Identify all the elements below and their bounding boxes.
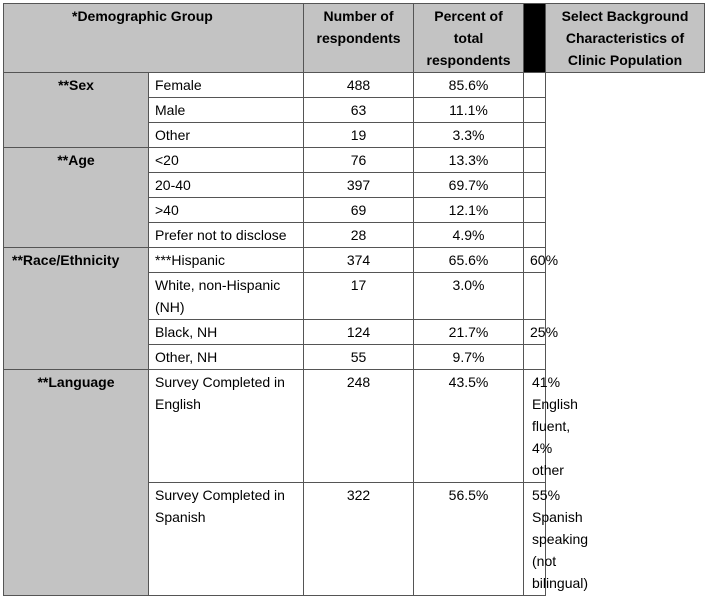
- row-background: [524, 345, 546, 370]
- row-background: 25%: [524, 320, 546, 345]
- group-label-age: **Age: [4, 148, 149, 248]
- header-number-of-respondents: Number of respondents: [304, 4, 414, 73]
- row-background: [524, 273, 546, 320]
- row-label: <20: [149, 148, 304, 173]
- row-percent: 43.5%: [414, 370, 524, 483]
- table-row: [4, 148, 705, 173]
- row-percent: 13.3%: [414, 148, 524, 173]
- table-row: [4, 248, 705, 273]
- table-row: [4, 370, 705, 483]
- row-label: White, non-Hispanic (NH): [149, 273, 304, 320]
- row-label: ***Hispanic: [149, 248, 304, 273]
- row-label: 20-40: [149, 173, 304, 198]
- header-row: [4, 4, 705, 73]
- row-percent: 9.7%: [414, 345, 524, 370]
- row-percent: 4.9%: [414, 223, 524, 248]
- row-number: 63: [304, 98, 414, 123]
- row-number: 17: [304, 273, 414, 320]
- row-percent: 3.0%: [414, 273, 524, 320]
- row-label: Other, NH: [149, 345, 304, 370]
- row-background: 60%: [524, 248, 546, 273]
- row-background: [524, 123, 546, 148]
- group-label-sex: **Sex: [4, 73, 149, 148]
- row-percent: 3.3%: [414, 123, 524, 148]
- row-number: 322: [304, 483, 414, 596]
- row-percent: 11.1%: [414, 98, 524, 123]
- row-background: [524, 73, 546, 98]
- row-label: Other: [149, 123, 304, 148]
- table-row: [4, 73, 705, 98]
- row-background: [524, 148, 546, 173]
- row-number: 374: [304, 248, 414, 273]
- row-background: 41% English fluent, 4% other: [524, 370, 546, 483]
- row-label: >40: [149, 198, 304, 223]
- row-background: [524, 173, 546, 198]
- row-background: [524, 198, 546, 223]
- row-percent: 21.7%: [414, 320, 524, 345]
- black-separator-column: [524, 4, 546, 73]
- row-background: [524, 223, 546, 248]
- demographics-table: [3, 3, 705, 596]
- row-background: 55% Spanish speaking (not bilingual): [524, 483, 546, 596]
- row-number: 28: [304, 223, 414, 248]
- row-label: Black, NH: [149, 320, 304, 345]
- row-number: 69: [304, 198, 414, 223]
- group-label-race-ethnicity: **Race/Ethnicity: [4, 248, 149, 370]
- header-demographic-group: *Demographic Group: [4, 4, 304, 73]
- group-label-language: **Language: [4, 370, 149, 596]
- row-percent: 56.5%: [414, 483, 524, 596]
- row-percent: 12.1%: [414, 198, 524, 223]
- header-background-characteristics: Select Background Characteristics of Clinic Population: [546, 4, 705, 73]
- row-number: 124: [304, 320, 414, 345]
- row-label: Female: [149, 73, 304, 98]
- row-label: Survey Completed in Spanish: [149, 483, 304, 596]
- row-number: 488: [304, 73, 414, 98]
- row-number: 397: [304, 173, 414, 198]
- row-label: Prefer not to disclose: [149, 223, 304, 248]
- row-number: 76: [304, 148, 414, 173]
- row-label: Male: [149, 98, 304, 123]
- row-label: Survey Completed in English: [149, 370, 304, 483]
- row-background: [524, 98, 546, 123]
- row-percent: 85.6%: [414, 73, 524, 98]
- row-number: 248: [304, 370, 414, 483]
- row-number: 19: [304, 123, 414, 148]
- row-percent: 65.6%: [414, 248, 524, 273]
- header-percent-of-total: Percent of total respondents: [414, 4, 524, 73]
- row-percent: 69.7%: [414, 173, 524, 198]
- row-number: 55: [304, 345, 414, 370]
